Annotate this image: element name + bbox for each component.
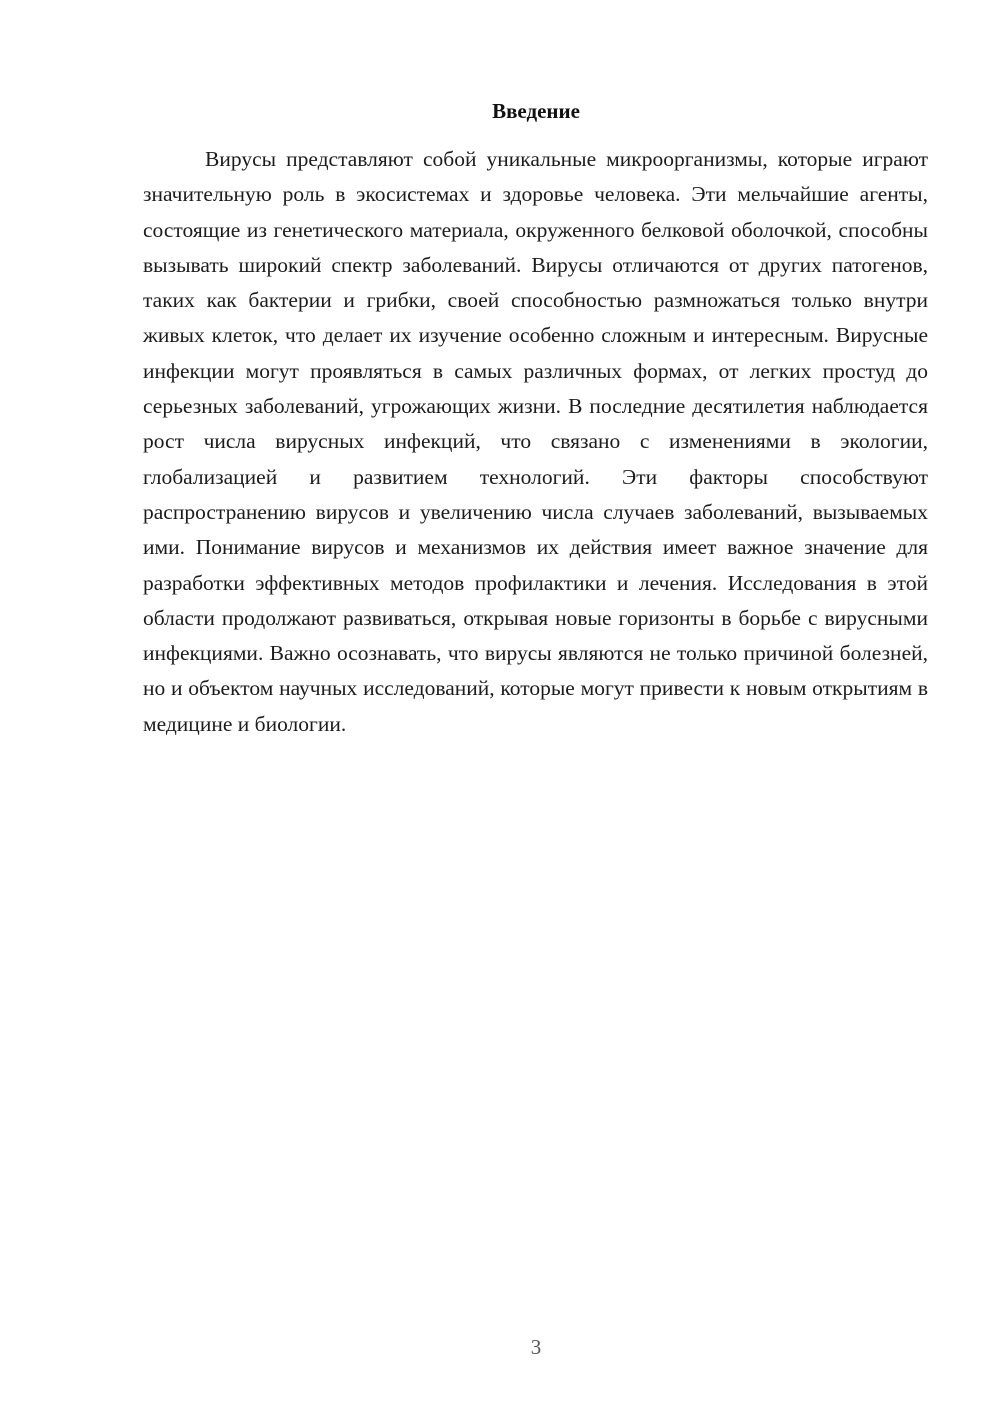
page-number: 3 xyxy=(530,1335,542,1359)
intro-paragraph: Вирусы представляют собой уникальные микроорганизмы, которые играют значительную роль в экосистемах и здоровье человека. Эти мельчайшие агенты, состоящие из генетического материала, окруженного белковой оболочкой, способны вызывать широкий спектр заболеваний. Вирусы отличаются от других патогенов, таких как бактерии и грибки, своей способностью размножаться только внутри живых клеток, что делает их изучение особенно сложным и интересным. Вирусные инфекции могут проявляться в самых различных формах, от легких простуд до серьезных заболеваний, угрожающих жизни. В последние десятилетия наблюдается рост числа вирусных инфекций, что связано с изменениями в экологии, глобализацией и развитием технологий. Эти факторы способствуют распространению вирусов и увеличению числа случаев заболеваний, вызываемых ими. Понимание вирусов и механизмов их действия имеет важное значение для разработки эффективных методов профилактики и лечения. Исследования в этой области продолжают развиваться, открывая новые горизонты в борьбе с вирусными инфекциями. Важно осознавать, что вирусы являются не только причиной болезней, но и объектом научных исследований, которые могут привести к новым открытиям в медицине и биологии. xyxy=(143,147,928,736)
section-heading: Введение xyxy=(492,99,580,123)
